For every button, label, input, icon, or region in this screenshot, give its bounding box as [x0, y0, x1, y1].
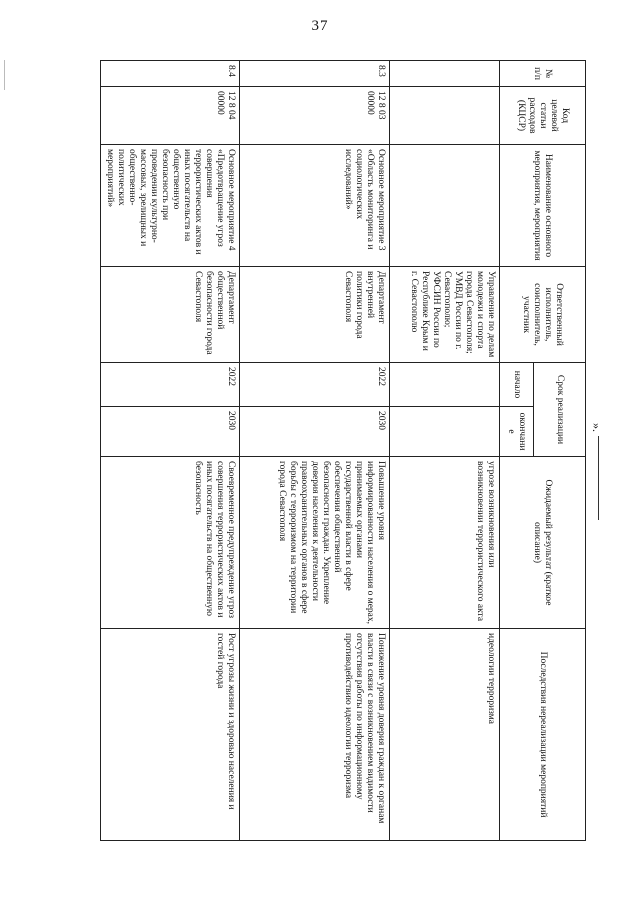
cell-result: угрозе возникновения или возникновении террористического акта — [390, 457, 500, 629]
header-code: Код целевой статьи расходов (КЦСР) — [500, 87, 586, 145]
cell-name — [390, 145, 500, 267]
cell-name: Основное мероприятие 4 «Предотвращение угроз совершения террористических актов и иных посягательств на общественную безопасность при проведении культурно-массовых, зрелищных и общественно-политических мероприятий» — [101, 145, 240, 267]
table-row — [390, 61, 500, 841]
cell-code: 12 8 03 00000 — [240, 87, 390, 145]
cell-consequences: Понижение уровня доверия граждан к органам власти в связи с возникновением видимости отсутствия работы по информационному противодействию идеологии терроризма — [240, 629, 390, 841]
header-start: начало — [500, 363, 534, 407]
header-consequences: Последствия нереализации мероприятий — [500, 629, 586, 841]
table-row — [240, 61, 390, 841]
cell-start: 2022 — [101, 363, 240, 407]
closing-line — [598, 436, 599, 520]
header-num: № п/п — [500, 61, 586, 87]
cell-num — [390, 61, 500, 87]
cell-start: 2022 — [240, 363, 390, 407]
header-end: окончание — [500, 407, 534, 457]
table-row — [101, 61, 240, 841]
cell-num: 8.3 — [240, 61, 390, 87]
cell-code: 12 8 04 00000 — [101, 87, 240, 145]
cell-consequences: идеологии терроризма — [390, 629, 500, 841]
header-row — [534, 61, 586, 841]
header-result: Ожидаемый результат (краткое описание) — [500, 457, 586, 629]
page-number: 37 — [311, 18, 329, 34]
cell-name: Основное мероприятие 3 «Область мониторинга и социологических исследований» — [240, 145, 390, 267]
cell-responsible: Управление по делам молодежи и спорта города Севастополя; УМВД России по г. Севастополю; УФСИН России по Республике Крым и г. Севастополю — [390, 267, 500, 363]
rotated-table-container — [105, 60, 586, 840]
cell-num: 8.4 — [101, 61, 240, 87]
cell-end — [390, 407, 500, 457]
cell-consequences: Рост угрозы жизни и здоровью населения и гостей города — [101, 629, 240, 841]
cell-result: Своевременное предупреждение угроз совершения террористических актов и иных посягательств на общественную безопасность — [101, 457, 240, 629]
cell-start — [390, 363, 500, 407]
cell-end: 2030 — [240, 407, 390, 457]
cell-end: 2030 — [101, 407, 240, 457]
cell-code — [390, 87, 500, 145]
closing-mark — [588, 420, 608, 520]
measures-table — [100, 60, 586, 841]
cell-responsible: Департамент общественной безопасности города Севастополя — [101, 267, 240, 363]
header-name: Наименование основного мероприятия, мероприятия — [500, 145, 586, 267]
closing-quote: ». — [590, 423, 604, 432]
header-responsible: Ответственный исполнитель, соисполнитель, участник — [500, 267, 586, 363]
cell-result: Повышение уровня информированности населения о мерах, принимаемых органами государственной власти в сфере обеспечения общественной безопасности граждан. Укрепление доверия населения к деятельности правоохранительных органов в сфере борьбы с терроризмом на территории города Севастополя — [240, 457, 390, 629]
cell-responsible: Департамент внутренней политики города Севастополя — [240, 267, 390, 363]
scan-margin-mark — [4, 60, 5, 90]
header-term: Срок реализации — [534, 363, 586, 457]
